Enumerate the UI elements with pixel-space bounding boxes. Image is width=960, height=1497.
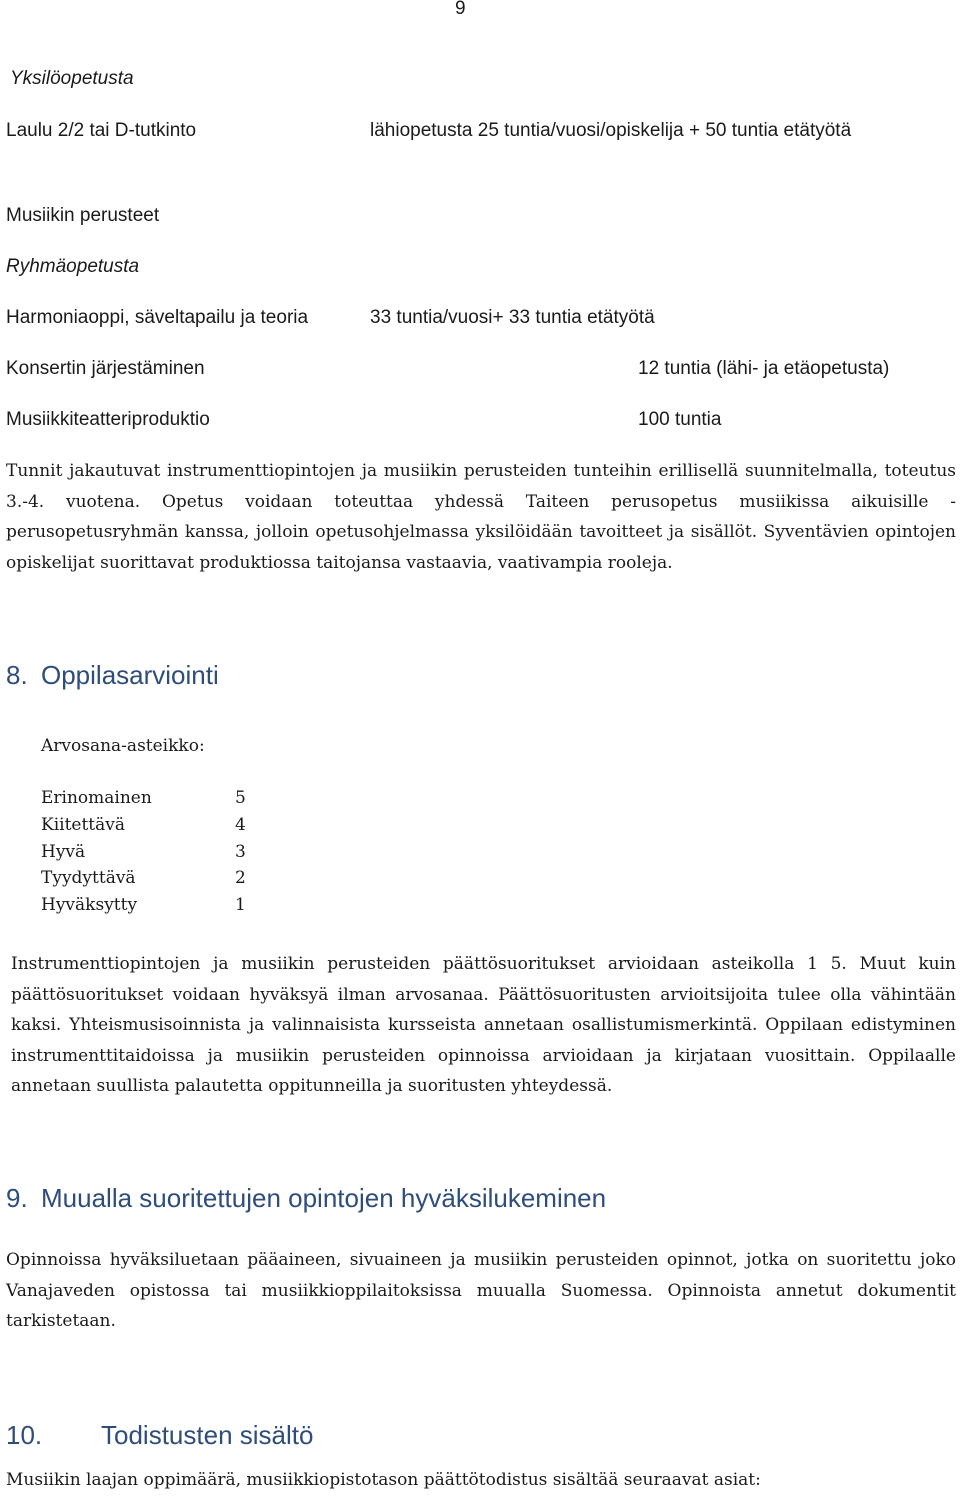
- voice-course-hours: lähiopetusta 25 tuntia/vuosi/opiskelija + 50 tuntia etätyötä: [370, 120, 852, 141]
- grade-name: Kiitettävä: [41, 815, 126, 835]
- section-9-number: 9.: [6, 1183, 28, 1213]
- concert-course-label: Konsertin järjestäminen: [6, 358, 205, 379]
- harmony-course-label: Harmoniaoppi, säveltapailu ja teoria: [6, 307, 309, 328]
- grade-value: 2: [235, 868, 246, 888]
- page-number: 9: [455, 0, 466, 19]
- section-10-number: 10.: [6, 1420, 43, 1450]
- individual-teaching-heading: Yksilöopetusta: [10, 68, 134, 89]
- grade-value: 4: [235, 815, 246, 835]
- concert-course-hours: 12 tuntia (lähi- ja etäopetusta): [638, 358, 890, 379]
- grade-name: Erinomainen: [41, 788, 152, 808]
- grade-value: 5: [235, 788, 246, 808]
- grade-name: Tyydyttävä: [41, 868, 136, 888]
- grade-name: Hyvä: [41, 842, 86, 862]
- section-8-title: Oppilasarviointi: [41, 660, 219, 690]
- section-10-title: Todistusten sisältö: [101, 1420, 314, 1450]
- grade-value: 1: [235, 895, 246, 915]
- music-basics-title: Musiikin perusteet: [6, 205, 160, 226]
- musical-theatre-label: Musiikkiteatteriproduktio: [6, 409, 210, 430]
- grade-value: 3: [235, 842, 246, 862]
- music-basics-paragraph: Tunnit jakautuvat instrumenttiopintojen ja musiikin perusteiden tunteihin erillisellä suunnitelmalla, toteutus 3.-4. vuotena. Opetus voidaan toteuttaa yhdessä Taiteen perusopetus musiikissa aikuisille -perusopetusryhmän kanssa, jolloin opetusohjelmassa yksilöidään tavoitteet ja sisällöt. Syventävien opintojen opiskelijat suorittavat produktiossa taitojansa vastaavia, vaativampia rooleja.: [6, 461, 956, 573]
- musical-theatre-hours: 100 tuntia: [638, 409, 722, 430]
- credit-transfer-paragraph: Opinnoissa hyväksiluetaan pääaineen, sivuaineen ja musiikin perusteiden opinnot, jotka on suoritettu joko Vanajaveden opistossa tai musiikkioppilaitoksissa muualla Suomessa. Opinnoista annetut dokumentit tarkistetaan.: [6, 1250, 956, 1331]
- grade-scale-label: Arvosana-asteikko:: [41, 736, 205, 756]
- certificate-contents-intro: Musiikin laajan oppimäärä, musiikkiopistotason päättötodistus sisältää seuraavat asiat:: [6, 1470, 761, 1490]
- assessment-paragraph: Instrumenttiopintojen ja musiikin perusteiden päättösuoritukset arvioidaan asteikolla 1 5. Muut kuin päättösuoritukset voidaan hyväksyä ilman arvosanaa. Päättösuoritusten arvioitsijoita tulee olla vähintään kaksi. Yhteismusisoinnista ja valinnaisista kursseista annetaan osallistumismerkintä. Oppilaan edistyminen instrumenttitaidoissa ja musiikin perusteiden opinnoissa arvioidaan ja kirjataan vuosittain. Oppilaalle annetaan suullista palautetta oppitunneilla ja suoritusten yhteydessä.: [11, 954, 956, 1096]
- voice-course-label: Laulu 2/2 tai D-tutkinto: [6, 120, 197, 141]
- harmony-course-hours: 33 tuntia/vuosi+ 33 tuntia etätyötä: [370, 307, 655, 328]
- section-9-title: Muualla suoritettujen opintojen hyväksilukeminen: [41, 1183, 607, 1213]
- group-teaching-subheading: Ryhmäopetusta: [6, 256, 140, 277]
- section-8-number: 8.: [6, 660, 28, 690]
- grade-name: Hyväksytty: [41, 895, 138, 915]
